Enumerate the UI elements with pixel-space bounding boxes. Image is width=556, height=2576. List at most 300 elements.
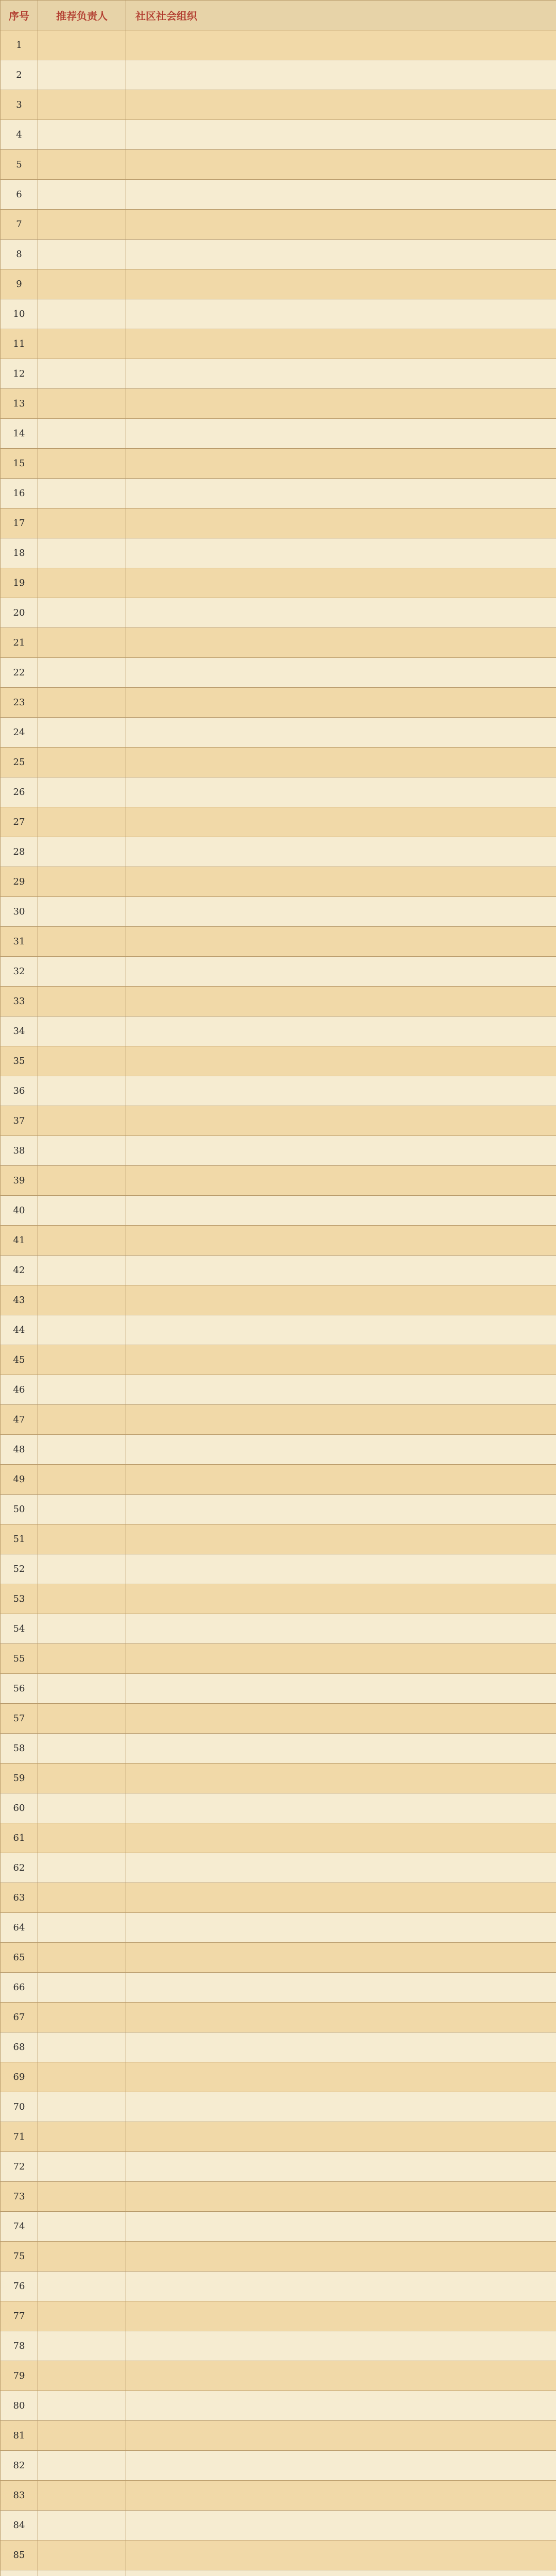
community-organization (126, 1375, 556, 1405)
recommended-person (38, 1106, 126, 1136)
table-row (1, 30, 556, 60)
row-number: 13 (1, 389, 38, 419)
community-organization (126, 1285, 556, 1315)
community-organization (126, 299, 556, 329)
recommended-person (38, 568, 126, 598)
row-number: 56 (1, 1674, 38, 1704)
table-row (1, 60, 556, 90)
community-organization (126, 568, 556, 598)
recommended-person (38, 90, 126, 120)
community-organization (126, 2451, 556, 2481)
table-row (1, 658, 556, 688)
community-organization (126, 210, 556, 240)
row-number: 69 (1, 2062, 38, 2092)
row-number: 65 (1, 1943, 38, 1973)
row-number: 29 (1, 867, 38, 897)
table-row (1, 509, 556, 538)
recommended-person (38, 1883, 126, 1913)
community-organization (126, 2272, 556, 2301)
recommended-person (38, 1913, 126, 1943)
row-number: 41 (1, 1226, 38, 1256)
table-row (1, 1375, 556, 1405)
row-number: 23 (1, 688, 38, 718)
community-organization (126, 389, 556, 419)
table-row (1, 1644, 556, 1674)
community-organization (126, 957, 556, 987)
recommended-person (38, 598, 126, 628)
row-number: 66 (1, 1973, 38, 2003)
row-number: 43 (1, 1285, 38, 1315)
table-row (1, 2122, 556, 2152)
community-organization (126, 1315, 556, 1345)
row-number: 14 (1, 419, 38, 449)
recommended-person (38, 1674, 126, 1704)
table-row (1, 1614, 556, 1644)
row-number: 27 (1, 807, 38, 837)
community-organization (126, 1913, 556, 1943)
row-number: 45 (1, 1345, 38, 1375)
row-number: 55 (1, 1644, 38, 1674)
recommended-person (38, 2212, 126, 2242)
community-organization (126, 1136, 556, 1166)
recommended-person (38, 1226, 126, 1256)
row-number: 73 (1, 2182, 38, 2212)
recommended-person (38, 2062, 126, 2092)
row-number: 76 (1, 2272, 38, 2301)
recommended-person (38, 120, 126, 150)
community-organization (126, 688, 556, 718)
table-row (1, 2540, 556, 2570)
table-row (1, 1495, 556, 1524)
community-organization (126, 2182, 556, 2212)
recommended-person (38, 1554, 126, 1584)
community-organization (126, 509, 556, 538)
community-organization (126, 718, 556, 748)
row-number: 25 (1, 748, 38, 777)
recommended-person (38, 1285, 126, 1315)
table-row (1, 2092, 556, 2122)
recommended-person (38, 1524, 126, 1554)
recommended-person (38, 688, 126, 718)
table-row (1, 1973, 556, 2003)
recommended-person (38, 718, 126, 748)
community-organization (126, 90, 556, 120)
table-row (1, 150, 556, 180)
table-row (1, 240, 556, 269)
table-row (1, 180, 556, 210)
table-row (1, 2421, 556, 2451)
row-number: 51 (1, 1524, 38, 1554)
recommended-person (38, 2092, 126, 2122)
recommended-person (38, 269, 126, 299)
row-number: 72 (1, 2152, 38, 2182)
row-number: 30 (1, 897, 38, 927)
recommended-person (38, 1704, 126, 1734)
recommended-person (38, 1734, 126, 1764)
row-number: 67 (1, 2003, 38, 2032)
community-organization (126, 1823, 556, 1853)
community-organization (126, 1405, 556, 1435)
community-organization (126, 1106, 556, 1136)
row-number: 9 (1, 269, 38, 299)
recommended-person (38, 1584, 126, 1614)
table-row (1, 419, 556, 449)
table-row (1, 1405, 556, 1435)
table-row (1, 2451, 556, 2481)
community-organization (126, 1764, 556, 1793)
recommended-person (38, 2272, 126, 2301)
recommended-person (38, 748, 126, 777)
table-row (1, 2361, 556, 2391)
table-row (1, 1196, 556, 1226)
community-organization (126, 628, 556, 658)
recommended-person (38, 957, 126, 987)
row-number: 12 (1, 359, 38, 389)
recommended-person (38, 389, 126, 419)
recommended-person (38, 1136, 126, 1166)
row-number: 47 (1, 1405, 38, 1435)
community-organization (126, 837, 556, 867)
table-row (1, 2570, 556, 2576)
recommended-person (38, 2003, 126, 2032)
community-organization (126, 748, 556, 777)
recommended-person (38, 150, 126, 180)
row-number: 1 (1, 30, 38, 60)
table-row (1, 1076, 556, 1106)
table-row (1, 1136, 556, 1166)
recommended-person (38, 2511, 126, 2540)
community-organization (126, 1016, 556, 1046)
table-row (1, 1883, 556, 1913)
table-row (1, 1524, 556, 1554)
row-number: 31 (1, 927, 38, 957)
row-number: 63 (1, 1883, 38, 1913)
column-header-person: 推荐负责人 (38, 1, 126, 30)
row-number: 40 (1, 1196, 38, 1226)
table-row (1, 688, 556, 718)
table-row (1, 2301, 556, 2331)
recommended-person (38, 1614, 126, 1644)
row-number: 4 (1, 120, 38, 150)
recommended-person (38, 628, 126, 658)
table-row (1, 957, 556, 987)
row-number: 57 (1, 1704, 38, 1734)
community-organization (126, 658, 556, 688)
row-number: 60 (1, 1793, 38, 1823)
community-organization (126, 1853, 556, 1883)
row-number: 15 (1, 449, 38, 479)
recommended-person (38, 987, 126, 1016)
table-row (1, 90, 556, 120)
recommended-person (38, 867, 126, 897)
row-number: 28 (1, 837, 38, 867)
row-number: 34 (1, 1016, 38, 1046)
row-number: 48 (1, 1435, 38, 1465)
recommended-person (38, 2242, 126, 2272)
column-header-org: 社区社会组织 (126, 1, 556, 30)
row-number: 36 (1, 1076, 38, 1106)
recommended-person (38, 60, 126, 90)
row-number: 21 (1, 628, 38, 658)
recommended-person (38, 449, 126, 479)
community-organization (126, 150, 556, 180)
community-organization (126, 1674, 556, 1704)
recommended-person (38, 2540, 126, 2570)
row-number: 7 (1, 210, 38, 240)
row-number: 37 (1, 1106, 38, 1136)
table-row (1, 2003, 556, 2032)
recommended-person (38, 777, 126, 807)
row-number: 5 (1, 150, 38, 180)
row-number: 84 (1, 2511, 38, 2540)
recommended-person (38, 2301, 126, 2331)
recommended-person (38, 329, 126, 359)
recommended-person (38, 30, 126, 60)
community-organization (126, 807, 556, 837)
row-number: 70 (1, 2092, 38, 2122)
community-organization (126, 180, 556, 210)
recommended-person (38, 1943, 126, 1973)
recommended-person (38, 1016, 126, 1046)
row-number: 38 (1, 1136, 38, 1166)
recommended-person (38, 1644, 126, 1674)
table-row (1, 1943, 556, 1973)
community-organization (126, 1704, 556, 1734)
row-number: 20 (1, 598, 38, 628)
recommended-person (38, 837, 126, 867)
row-number: 82 (1, 2451, 38, 2481)
table-row (1, 897, 556, 927)
row-number: 54 (1, 1614, 38, 1644)
community-organization (126, 2092, 556, 2122)
row-number: 46 (1, 1375, 38, 1405)
recommended-person (38, 1196, 126, 1226)
table-row (1, 1853, 556, 1883)
community-organization (126, 927, 556, 957)
table-row (1, 2481, 556, 2511)
recommended-person (38, 2331, 126, 2361)
community-organization (126, 2062, 556, 2092)
community-organization (126, 538, 556, 568)
table-row (1, 449, 556, 479)
recommended-person (38, 1495, 126, 1524)
recommended-person (38, 2481, 126, 2511)
table-row (1, 1166, 556, 1196)
community-organization (126, 987, 556, 1016)
recommended-person (38, 1345, 126, 1375)
table-row (1, 1285, 556, 1315)
table-row (1, 1704, 556, 1734)
community-organization (126, 2301, 556, 2331)
table-row (1, 1793, 556, 1823)
table-row (1, 479, 556, 509)
table-row (1, 269, 556, 299)
table-row (1, 718, 556, 748)
community-organization (126, 1943, 556, 1973)
recommended-person (38, 538, 126, 568)
recommended-person (38, 240, 126, 269)
community-organization (126, 1644, 556, 1674)
recommended-person (38, 658, 126, 688)
recommended-person (38, 2421, 126, 2451)
recommended-person (38, 1764, 126, 1793)
recommended-person (38, 2391, 126, 2421)
community-organization (126, 2032, 556, 2062)
table-row (1, 1345, 556, 1375)
table-row (1, 927, 556, 957)
community-organization (126, 240, 556, 269)
row-number: 19 (1, 568, 38, 598)
table-row (1, 987, 556, 1016)
table-row (1, 568, 556, 598)
community-organization (126, 359, 556, 389)
row-number: 78 (1, 2331, 38, 2361)
community-organization (126, 2391, 556, 2421)
community-organization (126, 1226, 556, 1256)
recommended-person (38, 210, 126, 240)
recommended-person (38, 1823, 126, 1853)
row-number: 52 (1, 1554, 38, 1584)
community-organization (126, 1554, 556, 1584)
table-row (1, 2331, 556, 2361)
row-number: 22 (1, 658, 38, 688)
recommended-person (38, 897, 126, 927)
row-number: 2 (1, 60, 38, 90)
table-body (1, 30, 556, 2576)
table-row (1, 777, 556, 807)
row-number: 53 (1, 1584, 38, 1614)
recommended-person (38, 1465, 126, 1495)
row-number: 85 (1, 2540, 38, 2570)
community-organization (126, 598, 556, 628)
community-organization (126, 2511, 556, 2540)
recommended-person (38, 1046, 126, 1076)
recommended-person (38, 419, 126, 449)
recommended-person (38, 180, 126, 210)
table-row (1, 748, 556, 777)
table-row (1, 2212, 556, 2242)
community-organization (126, 1793, 556, 1823)
table-row (1, 2391, 556, 2421)
community-organization (126, 2212, 556, 2242)
table-row (1, 1734, 556, 1764)
row-number: 8 (1, 240, 38, 269)
row-number: 44 (1, 1315, 38, 1345)
community-organization (126, 1524, 556, 1554)
row-number: 71 (1, 2122, 38, 2152)
recommended-person (38, 2032, 126, 2062)
recommended-person (38, 1076, 126, 1106)
community-organization (126, 419, 556, 449)
recommended-person (38, 807, 126, 837)
community-organization (126, 449, 556, 479)
table-row (1, 1315, 556, 1345)
row-number: 75 (1, 2242, 38, 2272)
row-number: 6 (1, 180, 38, 210)
table-row (1, 837, 556, 867)
row-number: 81 (1, 2421, 38, 2451)
community-organization (126, 329, 556, 359)
community-organization (126, 867, 556, 897)
community-organization (126, 1046, 556, 1076)
recommended-person (38, 2152, 126, 2182)
recommended-person (38, 1435, 126, 1465)
community-organization (126, 1973, 556, 2003)
row-number: 62 (1, 1853, 38, 1883)
recommended-person (38, 1793, 126, 1823)
table-row (1, 389, 556, 419)
table-row (1, 1046, 556, 1076)
table-row (1, 2511, 556, 2540)
table-row (1, 1554, 556, 1584)
table-row (1, 807, 556, 837)
table-row (1, 1584, 556, 1614)
table-row (1, 1823, 556, 1853)
row-number: 77 (1, 2301, 38, 2331)
community-organization (126, 2152, 556, 2182)
recommended-person (38, 1166, 126, 1196)
recommended-person (38, 2570, 126, 2576)
community-organization (126, 1076, 556, 1106)
row-number: 74 (1, 2212, 38, 2242)
row-number: 3 (1, 90, 38, 120)
table-row (1, 1016, 556, 1046)
table-row (1, 2182, 556, 2212)
recommended-person (38, 2361, 126, 2391)
recommended-person (38, 1256, 126, 1285)
column-header-no: 序号 (1, 1, 38, 30)
row-number: 83 (1, 2481, 38, 2511)
row-number: 33 (1, 987, 38, 1016)
recommended-person (38, 299, 126, 329)
recommended-person (38, 509, 126, 538)
row-number: 16 (1, 479, 38, 509)
table-row (1, 1465, 556, 1495)
table-row (1, 120, 556, 150)
table-header-row (1, 1, 556, 30)
community-organization (126, 2540, 556, 2570)
row-number: 35 (1, 1046, 38, 1076)
table-row (1, 538, 556, 568)
recommended-person (38, 359, 126, 389)
community-organization (126, 2421, 556, 2451)
row-number: 26 (1, 777, 38, 807)
community-organization (126, 2331, 556, 2361)
row-number: 17 (1, 509, 38, 538)
community-organization (126, 269, 556, 299)
table-row (1, 1106, 556, 1136)
community-organization (126, 2003, 556, 2032)
table-row (1, 1913, 556, 1943)
community-organization (126, 777, 556, 807)
table-row (1, 299, 556, 329)
row-number: 80 (1, 2391, 38, 2421)
community-organization (126, 2481, 556, 2511)
row-number: 24 (1, 718, 38, 748)
community-organization (126, 1614, 556, 1644)
recommended-person (38, 1375, 126, 1405)
row-number: 50 (1, 1495, 38, 1524)
community-organization (126, 120, 556, 150)
community-organization (126, 2242, 556, 2272)
community-organization (126, 1734, 556, 1764)
recommended-person (38, 1853, 126, 1883)
table-row (1, 359, 556, 389)
row-number: 39 (1, 1166, 38, 1196)
row-number: 42 (1, 1256, 38, 1285)
community-organization (126, 30, 556, 60)
row-number: 11 (1, 329, 38, 359)
